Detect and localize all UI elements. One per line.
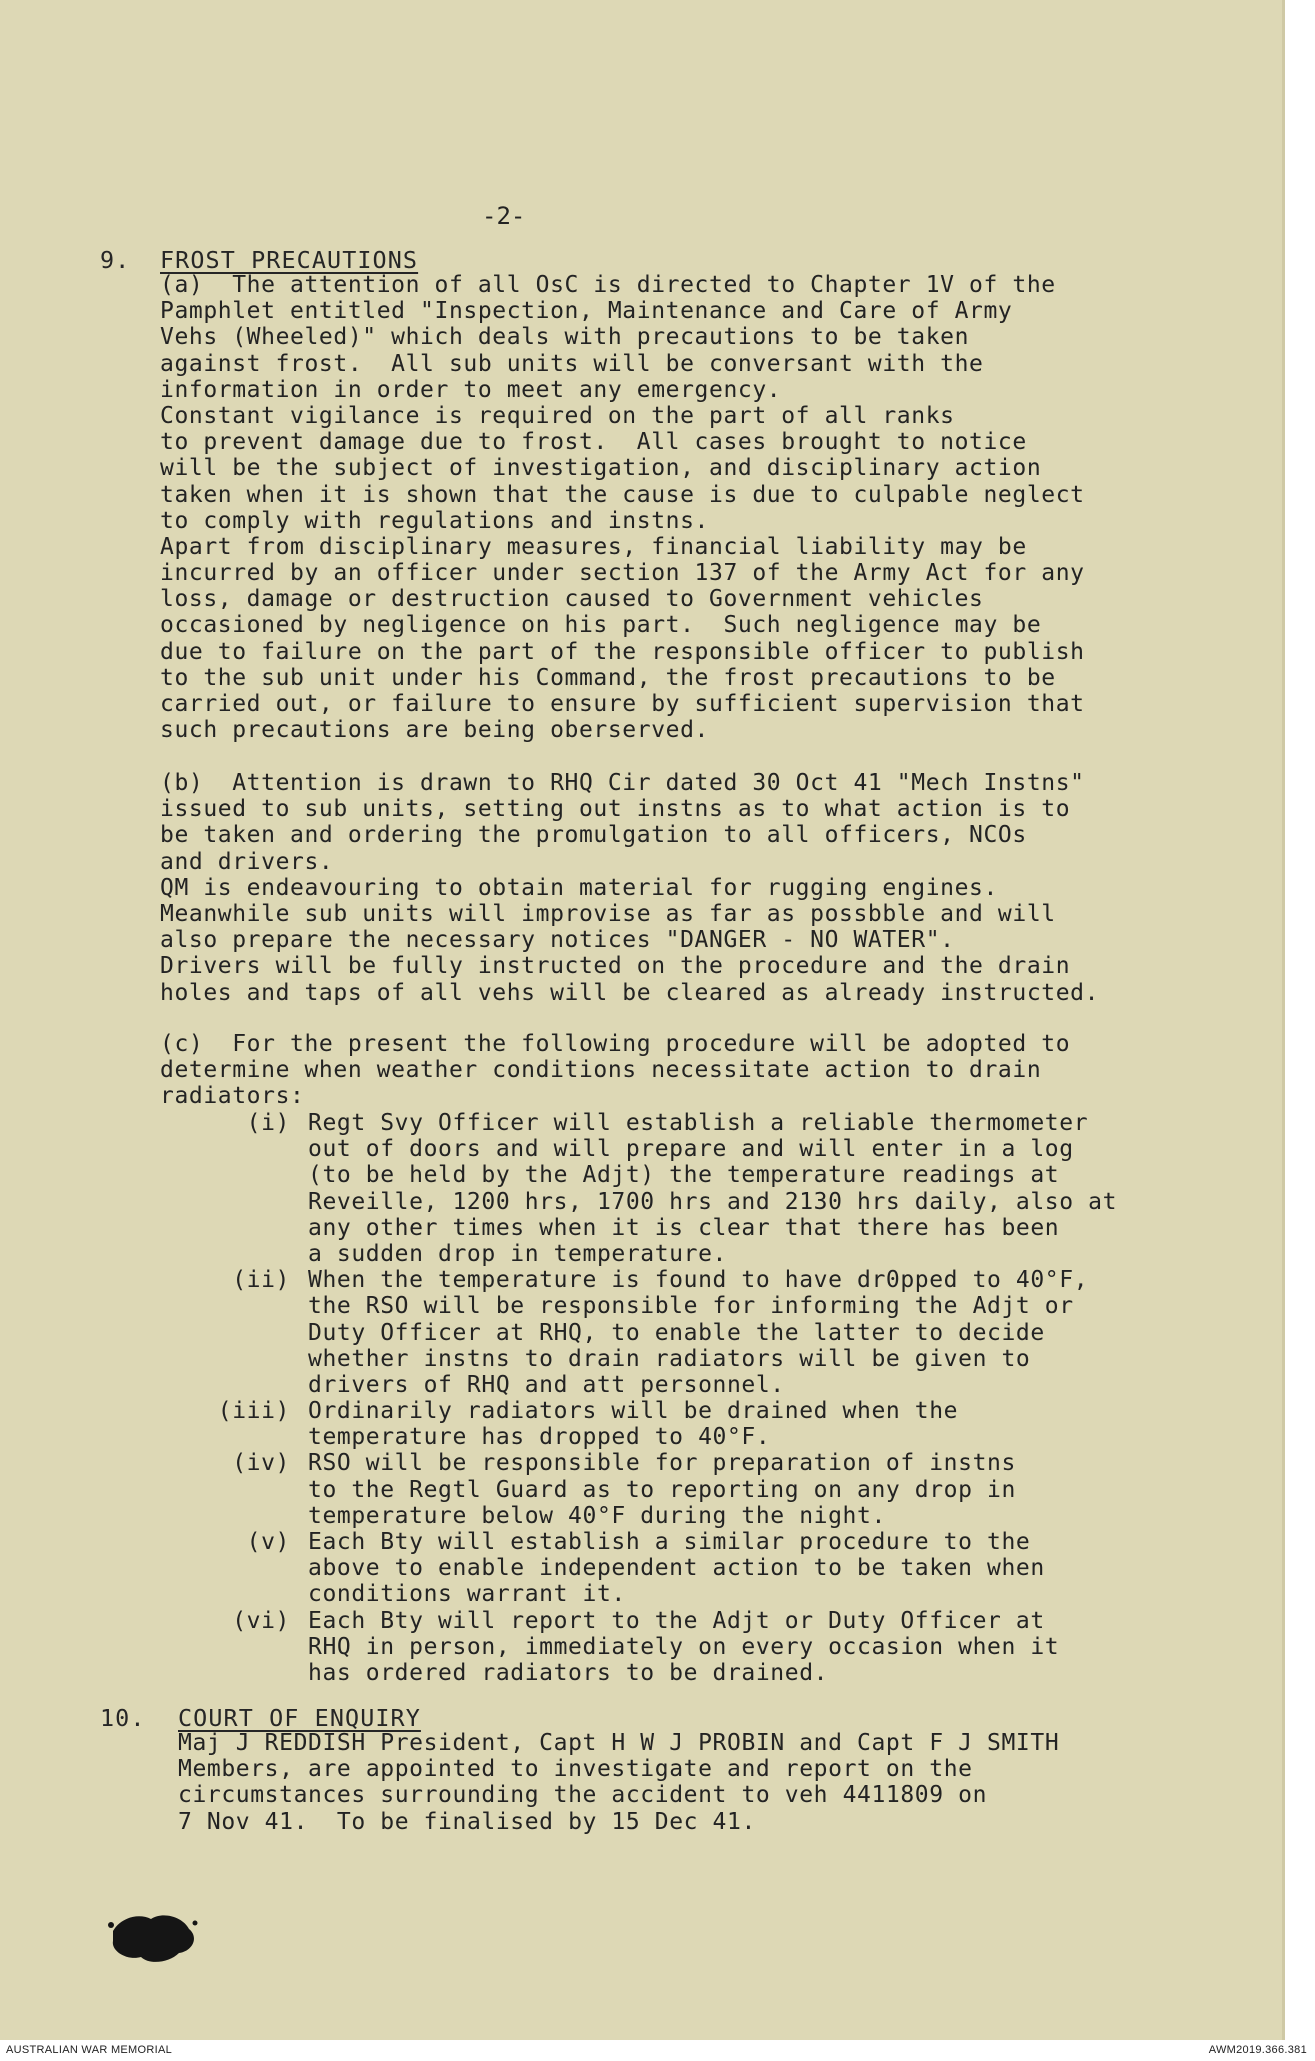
footer-institution: AUSTRALIAN WAR MEMORIAL xyxy=(6,2044,173,2056)
text-line: 7 Nov 41. To be finalised by 15 Dec 41. xyxy=(178,1808,756,1835)
section-10-heading: COURT OF ENQUIRY xyxy=(178,1704,421,1732)
text-line: information in order to meet any emergency. xyxy=(160,376,782,403)
text-line: Regt Svy Officer will establish a reliable thermometer xyxy=(308,1110,1089,1136)
text-line: to the sub unit under his Command, the frost precautions to be xyxy=(160,664,1056,691)
text-line: such precautions are being oberserved. xyxy=(160,717,709,744)
text-line: Duty Officer at RHQ, to enable the latter to decide xyxy=(308,1319,1045,1346)
section-10-number: 10. xyxy=(100,1704,146,1732)
text-line: Each Bty will establish a similar procedure to the xyxy=(308,1529,1031,1555)
text-line: circumstances surrounding the accident to veh 4411809 on xyxy=(178,1782,988,1809)
procedure-item xyxy=(206,1608,1117,1687)
text-line: Each Bty will report to the Adjt or Duty Officer at xyxy=(308,1607,1045,1634)
text-line: and drivers. xyxy=(160,848,334,875)
text-line: due to failure on the part of the responsible officer to publish xyxy=(160,638,1085,665)
text-line: Members, are appointed to investigate and report on the xyxy=(178,1756,973,1783)
text-line: occasioned by negligence on his part. Such negligence may be xyxy=(160,612,1042,639)
text-line: whether instns to drain radiators will be given to xyxy=(308,1345,1031,1372)
text-line: RSO will be responsible for preparation of instns xyxy=(308,1450,1016,1477)
text-line: (a) The attention of all OsC is directed to Chapter 1V of the xyxy=(160,272,1056,298)
procedure-item xyxy=(206,1529,1117,1608)
text-line: out of doors and will prepare and will enter in a log xyxy=(308,1136,1074,1163)
text-line: When the temperature is found to have dr0pped to 40°F, xyxy=(308,1267,1089,1294)
section-9-number: 9. xyxy=(100,246,131,274)
text-line: taken when it is shown that the cause is due to culpable neglect xyxy=(160,481,1085,508)
procedure-item-text xyxy=(308,1398,958,1450)
archive-footer xyxy=(0,2040,1315,2061)
text-line: holes and taps of all vehs will be cleared as already instructed. xyxy=(160,979,1100,1006)
text-line: radiators: xyxy=(160,1083,305,1110)
text-line: Pamphlet entitled "Inspection, Maintenance and Care of Army xyxy=(160,298,1013,325)
text-line: Apart from disciplinary measures, financial liability may be xyxy=(160,533,1027,560)
procedure-item xyxy=(206,1450,1117,1529)
text-line: the RSO will be responsible for informing the Adjt or xyxy=(308,1293,1074,1320)
text-line: (to be held by the Adjt) the temperature readings at xyxy=(308,1162,1060,1189)
text-line: Reveille, 1200 hrs, 1700 hrs and 2130 hrs daily, also at xyxy=(308,1188,1118,1215)
text-line: carried out, or failure to ensure by sufficient supervision that xyxy=(160,691,1085,717)
procedure-item-label: (ii) xyxy=(232,1267,290,1294)
text-line: Maj J REDDISH President, Capt H W J PROBIN and Capt F J SMITH xyxy=(178,1730,1060,1756)
text-line: be taken and ordering the promulgation to all officers, NCOs xyxy=(160,822,1027,849)
procedure-item-label: (iv) xyxy=(232,1450,290,1477)
text-line: temperature has dropped to 40°F. xyxy=(308,1424,771,1451)
text-line: a sudden drop in temperature. xyxy=(308,1240,727,1267)
procedure-item-text xyxy=(308,1529,1045,1608)
text-line: also prepare the necessary notices "DANGER - NO WATER". xyxy=(160,927,955,954)
section-9-paragraph-c xyxy=(160,1031,1070,1110)
text-line: to comply with regulations and instns. xyxy=(160,507,709,534)
text-line: has ordered radiators to be drained. xyxy=(308,1659,829,1686)
procedure-item xyxy=(206,1110,1117,1267)
footer-reference: AWM2019.366.381 xyxy=(1208,2044,1307,2056)
text-line: issued to sub units, setting out instns as to what action is to xyxy=(160,796,1071,823)
text-line: above to enable independent action to be taken when xyxy=(308,1555,1045,1582)
text-line: conditions warrant it. xyxy=(308,1581,626,1608)
text-line: Vehs (Wheeled)" which deals with precautions to be taken xyxy=(160,324,970,351)
text-line: drivers of RHQ and att personnel. xyxy=(308,1371,785,1398)
text-line: Constant vigilance is required on the part of all ranks xyxy=(160,402,955,429)
procedure-item-text xyxy=(308,1608,1059,1687)
section-9-paragraph-a xyxy=(160,272,1085,743)
text-line: incurred by an officer under section 137 of the Army Act for any xyxy=(160,560,1085,587)
text-line: to prevent damage due to frost. All cases brought to notice xyxy=(160,429,1027,456)
procedure-item-label: (i) xyxy=(246,1110,290,1136)
ink-blot-mark xyxy=(105,1907,200,1967)
procedure-item-label: (vi) xyxy=(232,1607,290,1634)
text-line: (c) For the present the following procedure will be adopted to xyxy=(160,1031,1071,1057)
page-number: -2- xyxy=(482,202,526,230)
text-line: loss, damage or destruction caused to Government vehicles xyxy=(160,586,984,613)
text-line: temperature below 40°F during the night. xyxy=(308,1502,886,1529)
procedure-item xyxy=(206,1267,1117,1398)
text-line: (b) Attention is drawn to RHQ Cir dated 30 Oct 41 "Mech Instns" xyxy=(160,770,1085,796)
procedure-item-text xyxy=(308,1267,1088,1398)
text-line: Meanwhile sub units will improvise as far as possbble and will xyxy=(160,900,1056,927)
text-line: QM is endeavouring to obtain material for rugging engines. xyxy=(160,874,998,901)
text-line: Drivers will be fully instructed on the procedure and the drain xyxy=(160,953,1071,980)
text-line: RHQ in person, immediately on every occasion when it xyxy=(308,1633,1060,1660)
text-line: Ordinarily radiators will be drained when the xyxy=(308,1398,959,1425)
procedure-item-text xyxy=(308,1110,1117,1267)
radiator-procedure-list xyxy=(206,1110,1117,1686)
text-line: determine when weather conditions necessitate action to drain xyxy=(160,1057,1042,1084)
text-line: any other times when it is clear that there has been xyxy=(308,1214,1060,1241)
procedure-item-label: (iii) xyxy=(217,1398,290,1425)
section-9-heading: FROST PRECAUTIONS xyxy=(160,246,419,274)
text-line: against frost. All sub units will be conversant with the xyxy=(160,350,984,377)
procedure-item xyxy=(206,1398,1117,1450)
procedure-item-text xyxy=(308,1450,1016,1529)
text-line: to the Regtl Guard as to reporting on any drop in xyxy=(308,1476,1016,1503)
text-line: will be the subject of investigation, and disciplinary action xyxy=(160,455,1042,482)
procedure-item-label: (v) xyxy=(246,1529,290,1555)
section-9-paragraph-b xyxy=(160,770,1099,1006)
section-10-paragraph xyxy=(178,1730,1059,1835)
